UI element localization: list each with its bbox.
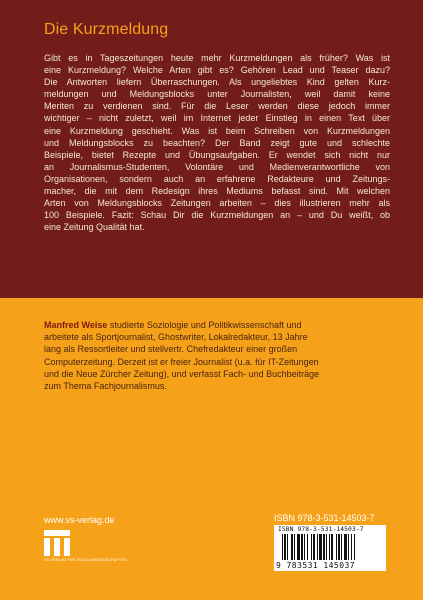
barcode-bar [344,534,347,560]
isbn-label: ISBN 978-3-531-14503-7 [274,513,375,523]
barcode-bar [282,534,283,560]
blurb-line: wichtiger – nicht zuletzt, weil im Internet jeder Einstieg in einen Text über [44,113,390,124]
blurb-line: Organisationen, sondern auch an erfahrene Redakteure und Zeitungs- [44,173,390,184]
author-bio-line: zum Thema Fachjournalismus. [44,381,167,392]
top-panel [0,0,423,298]
barcode-bar [291,534,293,560]
blurb-line: Arten von Meldungsblocks Zeitungen arbeiten – dies illustrieren mehr als [44,198,390,209]
blurb-line: Meriten zu verdienen sind. Für die Leser werden diese jedoch immer [44,101,390,112]
barcode-bar [319,534,322,560]
publisher-logo-text: VS VERLAG FÜR SOZIALWISSENSCHAFTEN [44,558,127,562]
blurb-text [44,52,390,233]
barcode-bar [338,534,340,560]
blurb-line: 100 Beispiele. Fazit: Schau Dir die Kurzmeldungen an – und Du weißt, ob [44,210,390,221]
blurb-line: eine Kurzmeldung? Welche Arten gibt es? Gehören Lead und Teaser dazu? [44,65,390,76]
barcode-bar [284,534,286,560]
barcode-isbn-text: ISBN 978-3-531-14503-7 [278,526,364,533]
barcode-bar [354,534,355,560]
blurb-line: Gibt es in Tageszeitungen heute mehr Kurzmeldungen als früher? Was ist [44,53,390,63]
blurb-line: eine Kurzmeldung geschieht. Was ist beim Schreiben von Kurzmeldungen [44,125,390,136]
barcode-bar [307,534,308,560]
barcode-bar [323,534,325,560]
barcode-bar [341,534,342,560]
publisher-logo [44,530,214,564]
barcode-bar [336,534,337,560]
barcode-bar [304,534,305,560]
book-title: Die Kurzmeldung [44,21,169,38]
barcode-bar [331,534,333,560]
author-bio-line: arbeitete als Sportjournalist, Ghostwriter, Lokalredakteur, 13 Jahre [44,332,308,343]
blurb-line: Beispiele, bietet Rezepte und Übungsaufgaben. Er wendet sich nicht nur [44,149,390,160]
barcode-bar [351,534,352,560]
barcode-icon [282,534,382,560]
author-bio-line [44,319,386,331]
author-bio-line: Computerzeitung. Derzeit ist er freier Journalist (u.a. für IT-Zeitungen [44,356,319,367]
author-name: Manfred Weise [44,320,108,330]
publisher-logo-icon [44,530,70,556]
barcode-bar [329,534,330,560]
blurb-line: meldungen und Meldungsblocks unter Journalisten, weil damit keine [44,89,390,100]
barcode-bar [287,534,288,560]
barcode-bar [317,534,318,560]
blurb-line: an Journalismus-Studenten, Volontäre und Medienverantwortliche von [44,161,390,172]
barcode-bar [313,534,315,560]
author-bio [44,319,386,392]
barcode-bar [297,534,300,560]
author-bio-line: lang als Ressortleiter und stellvertr. Chefredakteur einer großen [44,344,298,355]
barcode-box [274,525,386,571]
barcode-bar [326,534,327,560]
blurb-line: Die Antworten liefern Überraschungen. Als ungeliebtes Kind gelten Kurz- [44,77,390,88]
barcode-area [274,513,386,571]
blurb-line: und Meldungsblocks zu beachten? Der Band zeigt gute und schlechte [44,137,390,148]
barcode-bar [294,534,295,560]
barcode-bar [348,534,349,560]
author-bio-first-line: studierte Soziologie und Politikwissenschaft und [107,320,302,330]
publisher-url[interactable]: www.vs-verlag.de [44,515,115,525]
barcode-bar [301,534,303,560]
barcode-digits: 9 783531 145037 [276,561,355,570]
blurb-line: macher, die mit dem Redesign ihres Mediums befasst sind. Mit welchen [44,186,390,197]
blurb-line: eine Zeitung Qualität hat. [44,222,145,233]
author-bio-line: und die Neue Zürcher Zeitung), und verfasst Fach- und Buchbeiträge [44,368,320,379]
barcode-bar [311,534,312,560]
